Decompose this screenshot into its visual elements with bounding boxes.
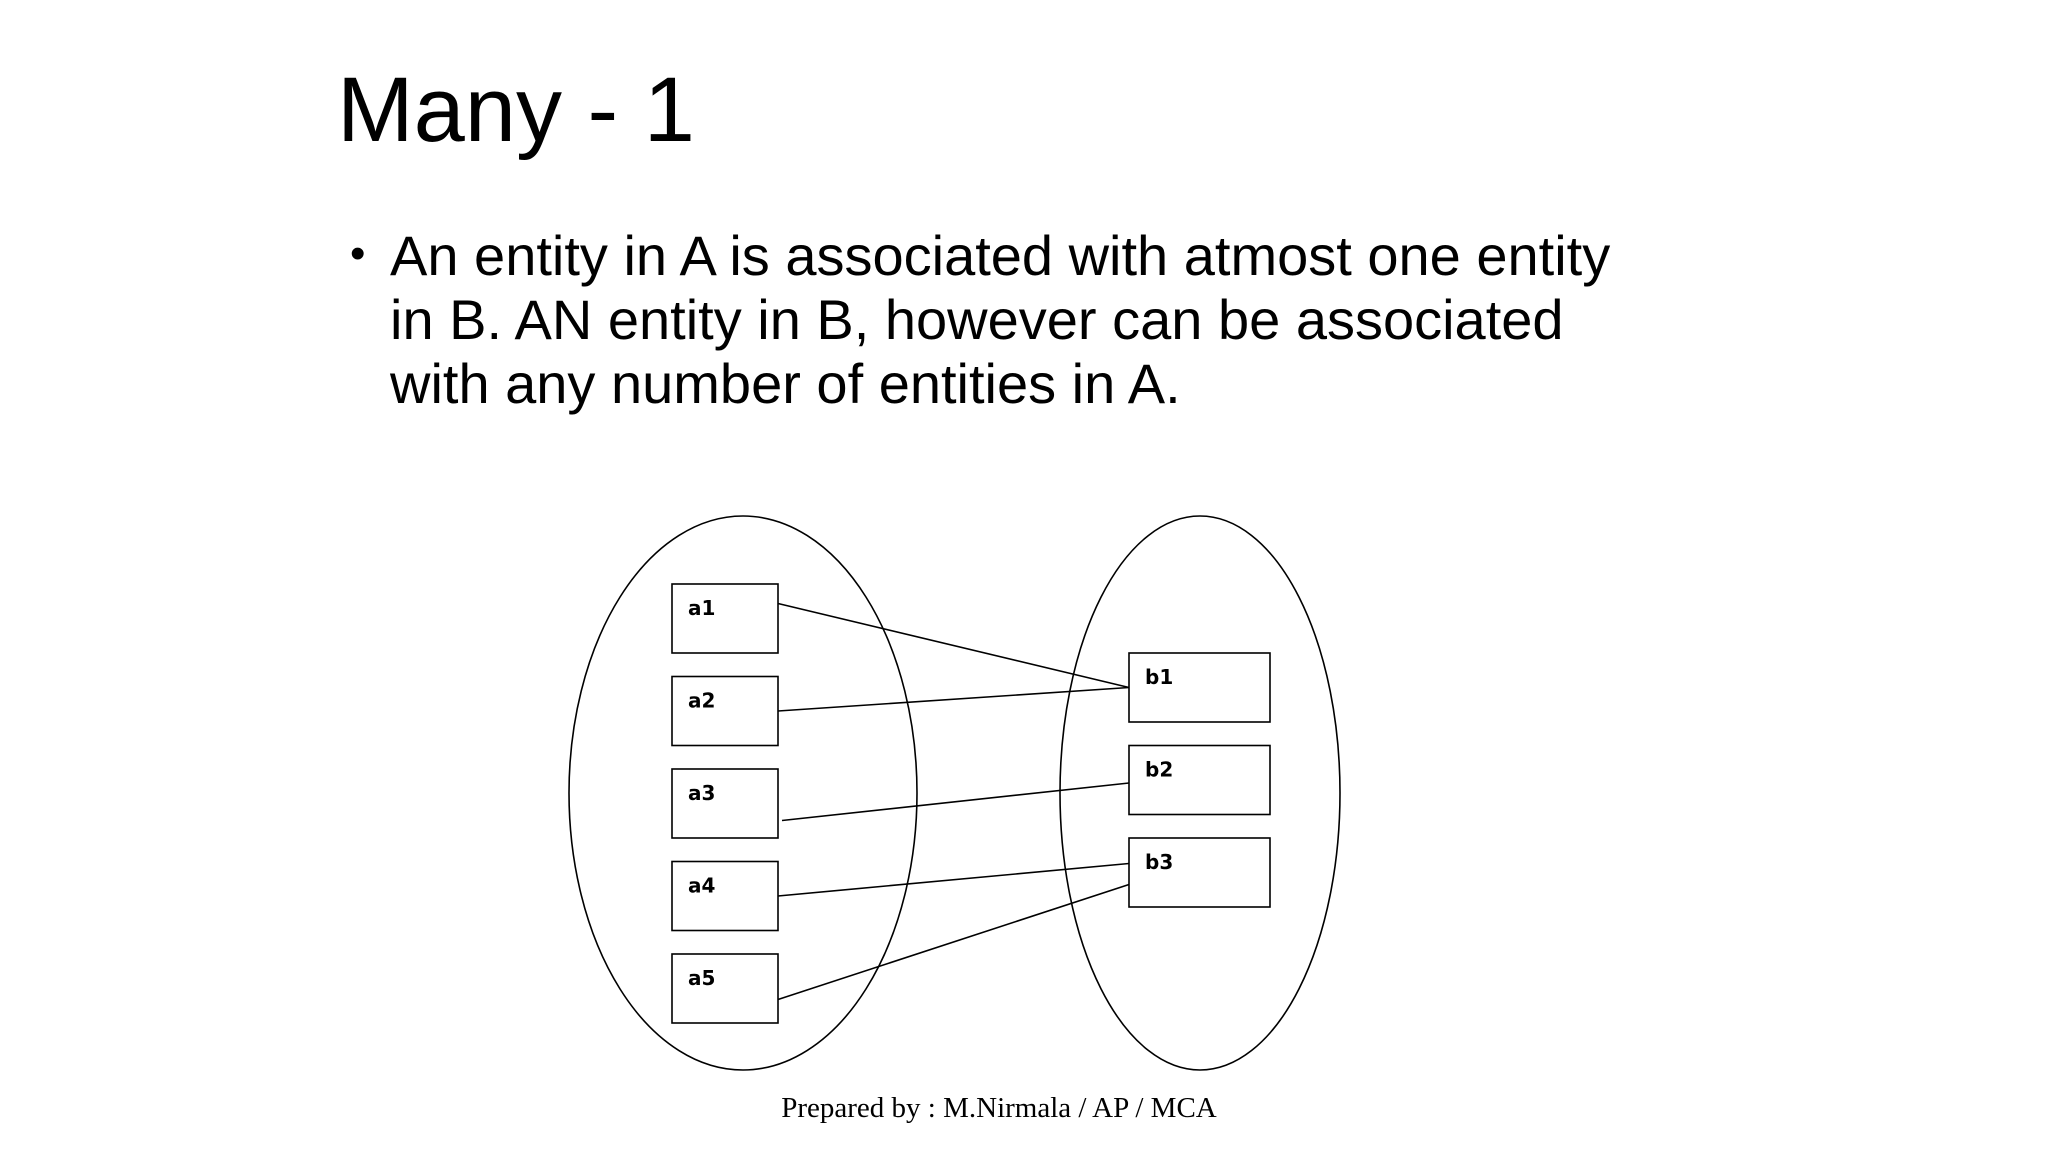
mapping-line-a4-b3 xyxy=(778,864,1129,897)
entity-a-label: a5 xyxy=(688,966,716,990)
entity-a3 xyxy=(672,769,778,838)
set-a-entities xyxy=(672,584,778,1023)
slide-title: Many - 1 xyxy=(337,59,695,161)
entity-b3 xyxy=(1129,838,1270,907)
entity-a5 xyxy=(672,954,778,1023)
mapping-line-a2-b1 xyxy=(778,688,1129,712)
mapping-line-a1-b1 xyxy=(778,604,1129,688)
bullet-line-1: An entity in A is associated with atmost one entity xyxy=(390,224,1611,287)
mapping-line-a5-b3 xyxy=(778,885,1129,1000)
entity-b-label: b2 xyxy=(1145,757,1174,782)
bullet-line-2: in B. AN entity in B, however can be associated xyxy=(390,288,1564,351)
entity-a-label: a2 xyxy=(688,688,716,713)
mapping-line-a3-b2 xyxy=(782,783,1129,821)
footer-credit xyxy=(0,1090,2048,1126)
entity-b1 xyxy=(1129,653,1270,722)
bullet-icon: • xyxy=(350,229,366,278)
entity-a2 xyxy=(672,677,778,746)
entity-a4 xyxy=(672,862,778,931)
entity-a1 xyxy=(672,584,778,653)
entity-a-label: a3 xyxy=(688,781,716,805)
bullet-line-3: with any number of entities in A. xyxy=(390,352,1181,415)
set-b-entities xyxy=(1129,653,1270,907)
entity-b-label: b1 xyxy=(1145,665,1174,689)
entity-b-label: b3 xyxy=(1145,850,1174,874)
entity-a-label: a4 xyxy=(688,873,716,898)
entity-b2 xyxy=(1129,746,1270,815)
footer-text: Prepared by : M.Nirmala / AP / MCA xyxy=(781,1092,1217,1124)
entity-a-label: a1 xyxy=(688,596,716,620)
